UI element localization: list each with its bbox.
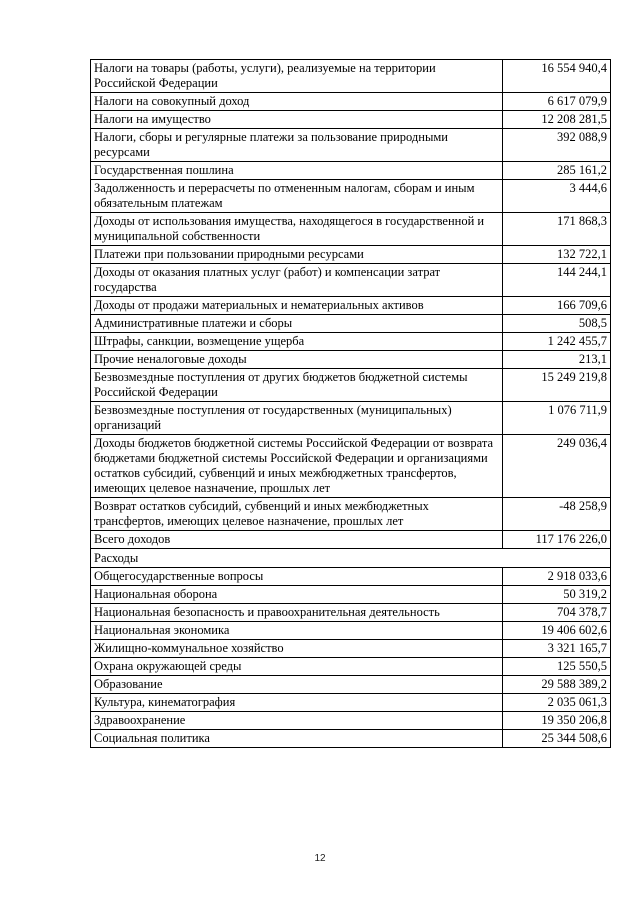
- table-row: [91, 213, 611, 246]
- table-row: [91, 162, 611, 180]
- row-value: 213,1: [503, 351, 611, 369]
- row-value: 285 161,2: [503, 162, 611, 180]
- table-row: [91, 676, 611, 694]
- table-row: [91, 712, 611, 730]
- row-value: 25 344 508,6: [503, 730, 611, 748]
- table-row: [91, 498, 611, 531]
- expenses-section-row: [91, 549, 611, 568]
- row-value: 144 244,1: [503, 264, 611, 297]
- row-value: 171 868,3: [503, 213, 611, 246]
- row-value: 2 035 061,3: [503, 694, 611, 712]
- row-label: Социальная политика: [91, 730, 503, 748]
- row-value: 704 378,7: [503, 604, 611, 622]
- row-label: Национальная оборона: [91, 586, 503, 604]
- table-row: [91, 246, 611, 264]
- row-label: Здравоохранение: [91, 712, 503, 730]
- row-label: Государственная пошлина: [91, 162, 503, 180]
- table-row: [91, 604, 611, 622]
- row-value: 29 588 389,2: [503, 676, 611, 694]
- row-value: 6 617 079,9: [503, 93, 611, 111]
- table-row: [91, 586, 611, 604]
- row-label: Административные платежи и сборы: [91, 315, 503, 333]
- row-value: 3 444,6: [503, 180, 611, 213]
- table-row: [91, 402, 611, 435]
- table-row: [91, 129, 611, 162]
- row-value: 19 350 206,8: [503, 712, 611, 730]
- row-value: 1 242 455,7: [503, 333, 611, 351]
- row-label: Возврат остатков субсидий, субвенций и иных межбюджетных трансфертов, имеющих целевое назначение, прошлых лет: [91, 498, 503, 531]
- row-value: 19 406 602,6: [503, 622, 611, 640]
- row-label: Налоги, сборы и регулярные платежи за пользование природными ресурсами: [91, 129, 503, 162]
- table-row: [91, 435, 611, 498]
- table-row: [91, 369, 611, 402]
- row-value: 392 088,9: [503, 129, 611, 162]
- row-label: Прочие неналоговые доходы: [91, 351, 503, 369]
- row-value: 3 321 165,7: [503, 640, 611, 658]
- row-label: Безвозмездные поступления от государственных (муниципальных) организаций: [91, 402, 503, 435]
- row-label: Общегосударственные вопросы: [91, 568, 503, 586]
- row-label: Платежи при пользовании природными ресурсами: [91, 246, 503, 264]
- row-label: Безвозмездные поступления от других бюджетов бюджетной системы Российской Федерации: [91, 369, 503, 402]
- row-label: Задолженность и перерасчеты по отмененным налогам, сборам и иным обязательным платежам: [91, 180, 503, 213]
- row-value: 125 550,5: [503, 658, 611, 676]
- total-income-row: [91, 531, 611, 549]
- budget-table: [90, 59, 611, 748]
- row-value: 166 709,6: [503, 297, 611, 315]
- table-row: [91, 730, 611, 748]
- table-row: [91, 297, 611, 315]
- row-label: Национальная безопасность и правоохранительная деятельность: [91, 604, 503, 622]
- row-value: 249 036,4: [503, 435, 611, 498]
- row-label: Охрана окружающей среды: [91, 658, 503, 676]
- row-label: Культура, кинематография: [91, 694, 503, 712]
- row-value: -48 258,9: [503, 498, 611, 531]
- row-label: Штрафы, санкции, возмещение ущерба: [91, 333, 503, 351]
- row-label: Налоги на товары (работы, услуги), реализуемые на территории Российской Федерации: [91, 60, 503, 93]
- row-label: Доходы от оказания платных услуг (работ) и компенсации затрат государства: [91, 264, 503, 297]
- row-value: 15 249 219,8: [503, 369, 611, 402]
- row-value: 2 918 033,6: [503, 568, 611, 586]
- row-label: Жилищно-коммунальное хозяйство: [91, 640, 503, 658]
- row-label: Образование: [91, 676, 503, 694]
- table-row: [91, 658, 611, 676]
- row-value: 1 076 711,9: [503, 402, 611, 435]
- row-value: 16 554 940,4: [503, 60, 611, 93]
- row-label: Налоги на совокупный доход: [91, 93, 503, 111]
- table-row: [91, 111, 611, 129]
- table-row: [91, 622, 611, 640]
- row-value: 50 319,2: [503, 586, 611, 604]
- row-label: Национальная экономика: [91, 622, 503, 640]
- table-row: [91, 60, 611, 93]
- table-row: [91, 568, 611, 586]
- budget-table-body: [91, 60, 611, 748]
- page-number: 12: [314, 853, 326, 864]
- table-row: [91, 180, 611, 213]
- total-income-label: Всего доходов: [91, 531, 503, 549]
- row-label: Доходы от продажи материальных и нематериальных активов: [91, 297, 503, 315]
- table-row: [91, 333, 611, 351]
- table-row: [91, 93, 611, 111]
- row-value: 132 722,1: [503, 246, 611, 264]
- row-label: Доходы бюджетов бюджетной системы Российской Федерации от возврата бюджетами бюджетной системы Российской Федерации и организациями остатков субсидий, субвенций и иных межбюджетных трансфертов, имеющих целевое назначение, прошлых лет: [91, 435, 503, 498]
- row-label: Доходы от использования имущества, находящегося в государственной и муниципальной собственности: [91, 213, 503, 246]
- table-row: [91, 351, 611, 369]
- row-label: Налоги на имущество: [91, 111, 503, 129]
- row-value: 12 208 281,5: [503, 111, 611, 129]
- expenses-section-header: Расходы: [91, 549, 611, 568]
- row-value: 508,5: [503, 315, 611, 333]
- total-income-value: 117 176 226,0: [503, 531, 611, 549]
- table-row: [91, 315, 611, 333]
- table-row: [91, 640, 611, 658]
- table-row: [91, 694, 611, 712]
- table-row: [91, 264, 611, 297]
